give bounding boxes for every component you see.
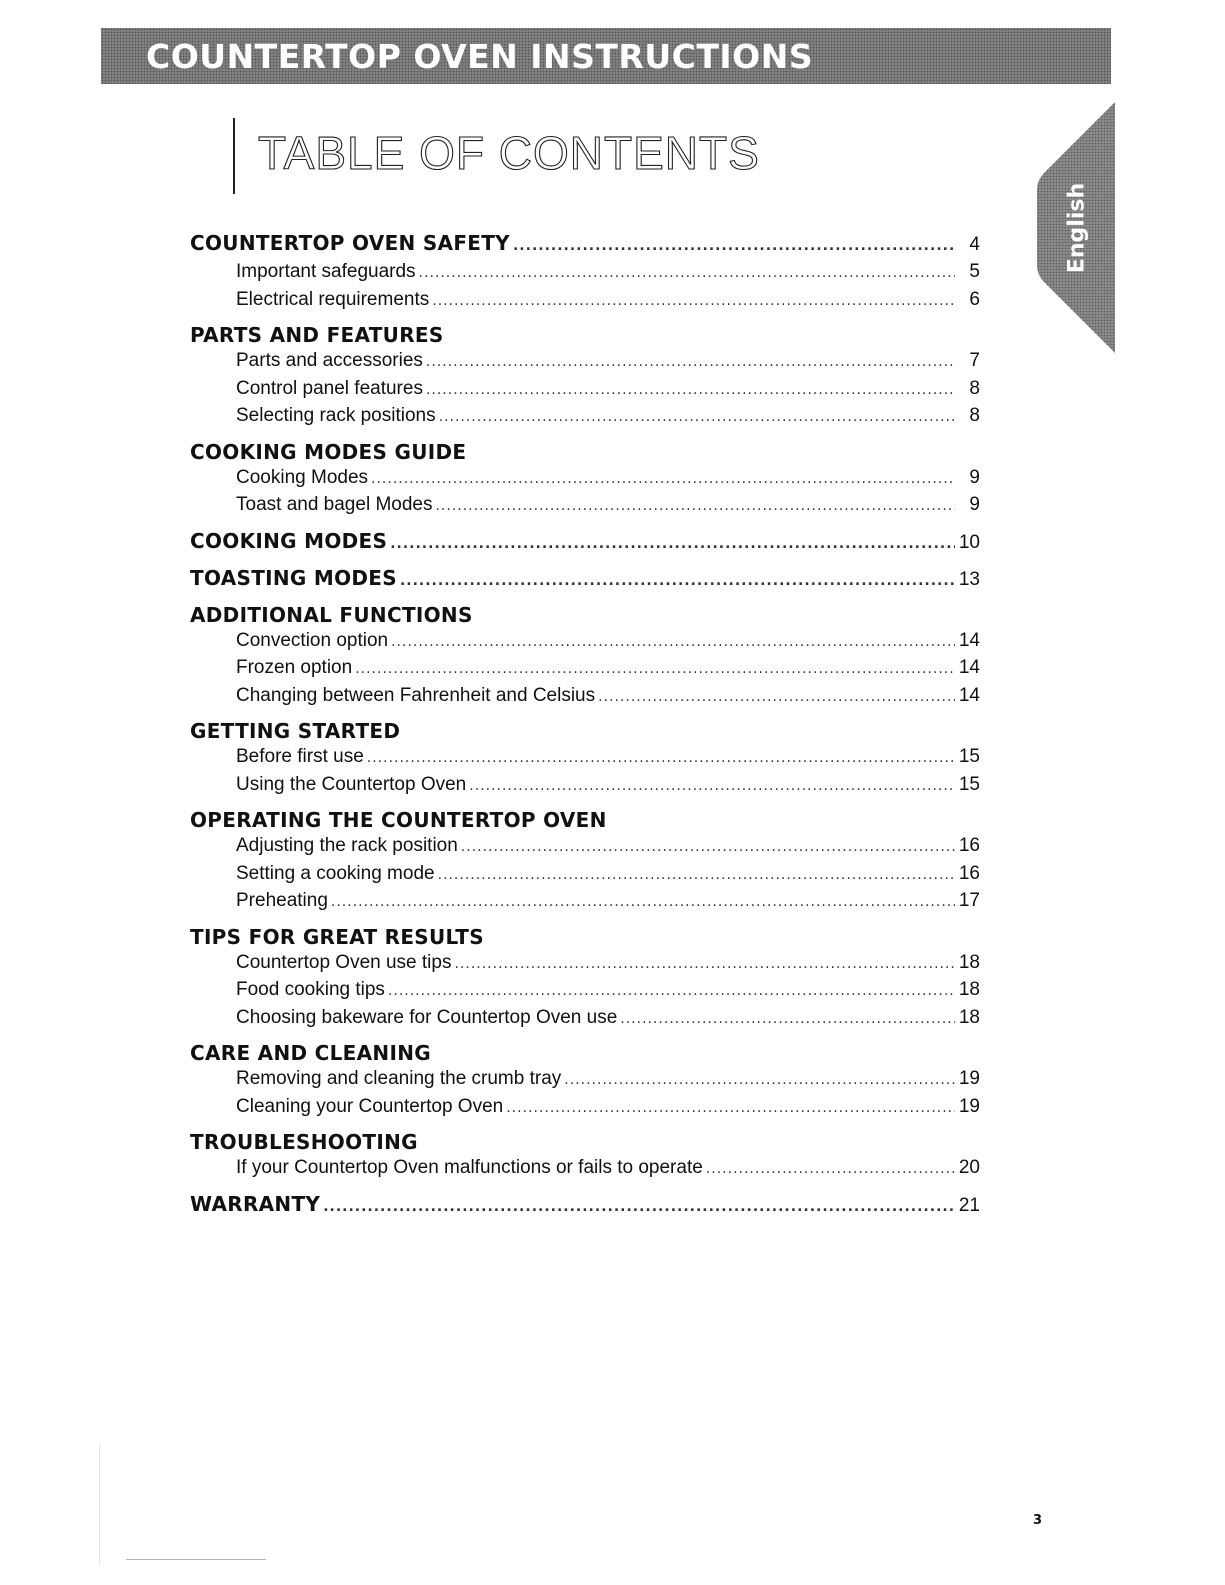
toc-entry-label: Cleaning your Countertop Oven [236,1095,504,1117]
toc-entry [190,772,980,800]
toc-section-title: COOKING MODES [190,528,388,553]
toc-entry-page: 16 [958,835,980,856]
toc-section [190,1191,980,1220]
dot-leader [469,774,955,800]
toc-section-title: CARE AND CLEANING [190,1041,431,1065]
toc-section [190,230,980,259]
toc-section [190,718,980,744]
toc-entry-page: 6 [969,288,980,310]
toc-entry-label: Selecting rack positions [236,405,436,426]
toc-entry-label: Choosing bakeware for Countertop Oven use [236,1006,618,1028]
dot-leader [426,378,955,404]
dot-leader [426,350,955,376]
toc-entry [190,950,980,978]
toc-section [190,565,980,594]
toc-section-title: WARRANTY [190,1191,321,1216]
toc-entry [190,628,980,656]
toc-entry [190,833,980,861]
dot-leader [391,630,955,656]
banner-title: COUNTERTOP OVEN INSTRUCTIONS [146,36,814,76]
toc-entry-page: 16 [958,862,980,884]
header-banner [101,28,1111,84]
toc-section [190,1040,980,1066]
dot-leader [390,531,955,557]
scan-artifact-underline [126,1559,266,1560]
toc-entry-label: Electrical requirements [236,288,430,310]
toc-entry-page: 17 [958,890,980,911]
toc-entry-page: 14 [958,684,980,706]
toc-entry-label: Countertop Oven use tips [236,951,452,973]
toc-entry-label: Control panel features [236,377,423,399]
toc-entry [190,655,980,683]
toc-entry-page: 7 [969,350,980,371]
toc-entry [190,1094,980,1122]
toc-entry-page: 15 [958,746,980,767]
toc-section-page: 21 [958,1194,980,1216]
toc-entry-page: 8 [969,377,980,399]
toc-section-title: OPERATING THE COUNTERTOP OVEN [190,808,607,832]
page-number: 3 [1033,1513,1043,1528]
toc-entry-page: 5 [969,261,980,282]
toc-entry-page: 19 [958,1095,980,1117]
toc-section [190,924,980,950]
toc-entry-label: Removing and cleaning the crumb tray [236,1068,562,1089]
dot-leader [331,890,955,916]
scan-artifact-line [99,1445,100,1565]
toc-entry [190,977,980,1005]
toc-entry-label: Preheating [236,890,328,911]
dot-leader [400,568,955,594]
dot-leader [454,952,955,978]
toc-entry-page: 9 [969,466,980,488]
dot-leader [564,1068,955,1094]
toc-entry [190,465,980,493]
toc-entry-label: If your Countertop Oven malfunctions or fails to operate [236,1157,703,1178]
language-tab-label: English [1064,182,1090,273]
toc-entry-page: 15 [958,773,980,795]
dot-leader [419,261,955,287]
toc-section-title: PARTS AND FEATURES [190,323,444,347]
dot-leader [388,979,955,1005]
dot-leader [598,685,955,711]
toc-entry-label: Adjusting the rack position [236,835,458,856]
toc-entry-label: Important safeguards [236,261,416,282]
title-accent-bar [233,118,235,194]
toc-entry-label: Frozen option [236,657,353,678]
toc-section-page: 13 [958,568,980,590]
toc-entry-label: Cooking Modes [236,466,369,488]
toc-entry [190,348,980,376]
dot-leader [323,1194,955,1220]
toc-entry-page: 18 [958,979,980,1000]
toc-section [190,322,980,348]
toc-entry-page: 14 [958,657,980,678]
toc-entry [190,683,980,711]
toc-section-title: ADDITIONAL FUNCTIONS [190,602,473,627]
toc-section-title: COUNTERTOP OVEN SAFETY [190,231,510,255]
toc-section [190,1129,980,1155]
toc-entry-label: Changing between Fahrenheit and Celsius [236,684,596,706]
toc-entry [190,259,980,287]
toc-entry-label: Convection option [236,629,389,651]
dot-leader [432,289,955,315]
toc-entry [190,861,980,889]
dot-leader [513,233,955,259]
toc-entry-label: Setting a cooking mode [236,862,435,884]
toc-entry [190,888,980,916]
toc-entry-page: 19 [958,1068,980,1089]
toc-section-title: TROUBLESHOOTING [190,1130,418,1154]
toc-entry [190,492,980,520]
toc-entry-label: Using the Countertop Oven [236,773,467,795]
toc-entry-label: Parts and accessories [236,350,423,371]
toc-entry-page: 14 [958,629,980,651]
toc-entry [190,1066,980,1094]
toc-entry [190,376,980,404]
toc-entry [190,744,980,772]
dot-leader [435,494,955,520]
toc-section [190,439,980,465]
toc-entry [190,1005,980,1033]
toc-entry-page: 20 [958,1157,980,1178]
toc-entry-label: Food cooking tips [236,979,385,1000]
dot-leader [355,657,955,683]
table-of-contents [190,230,980,1220]
toc-section [190,602,980,628]
dot-leader [438,863,955,889]
toc-entry-label: Toast and bagel Modes [236,494,433,515]
toc-entry-page: 9 [969,494,980,515]
toc-entry-page: 8 [969,405,980,426]
dot-leader [367,746,955,772]
toc-section [190,528,980,557]
toc-section-page: 4 [969,234,980,255]
dot-leader [439,405,955,431]
toc-section-title: COOKING MODES GUIDE [190,439,467,464]
dot-leader [371,467,955,493]
dot-leader [620,1007,955,1033]
toc-entry [190,403,980,431]
toc-section-title: TIPS FOR GREAT RESULTS [190,924,484,949]
dot-leader [706,1157,955,1183]
dot-leader [506,1096,955,1122]
toc-section-title: GETTING STARTED [190,719,401,743]
dot-leader [461,835,955,861]
toc-section-page: 10 [958,531,980,553]
page-title: TABLE OF CONTENTS [258,127,760,179]
toc-entry-label: Before first use [236,746,364,767]
toc-entry-page: 18 [958,1006,980,1028]
toc-section-title: TOASTING MODES [190,565,397,590]
language-tab [1037,100,1117,355]
toc-entry [190,287,980,315]
toc-section [190,807,980,833]
toc-entry-page: 18 [958,951,980,973]
toc-entry [190,1155,980,1183]
